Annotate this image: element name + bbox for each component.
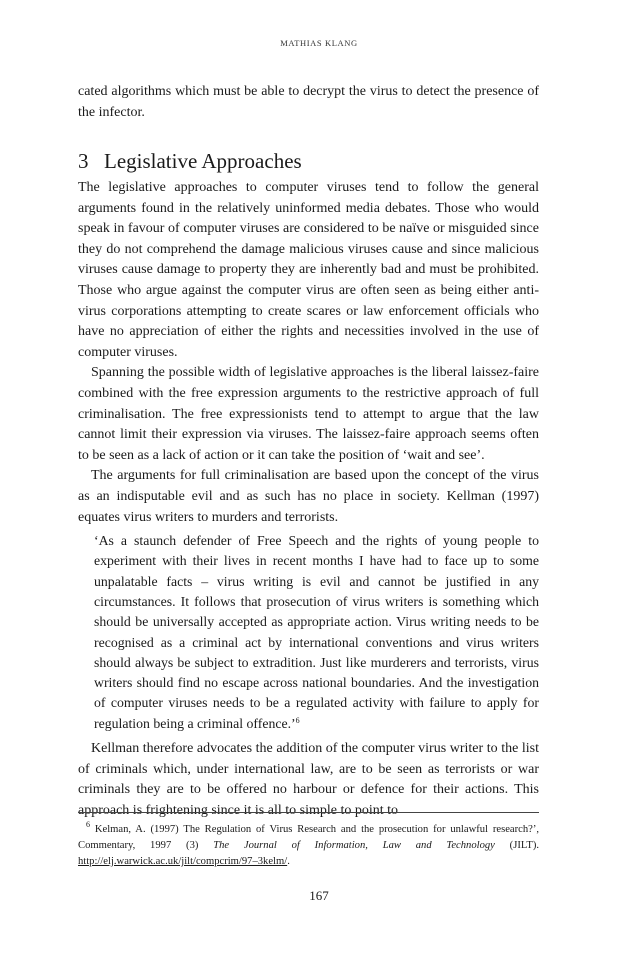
footnote-number: 6 bbox=[86, 820, 90, 829]
footnote-link[interactable]: http://elj.warwick.ac.uk/jilt/compcrim/97–3kelm/ bbox=[78, 856, 288, 867]
footnote-citation: Kelman, A. (1997) The Regulation of Virus Research and the prosecution for unlawful research?’, Commentary, 1997 (3) bbox=[78, 824, 540, 851]
body-paragraph: Spanning the possible width of legislative approaches is the liberal laissez-faire combined with the free expression arguments to the restrictive approach of full criminalisation. The free expressionists tend to attempt to argue that the law cannot limit their expression via viruses. The laissez-faire approach seems often to be seen as a lack of action or it can take the position of ‘wait and see’. bbox=[78, 365, 539, 463]
footnote-journal: The Journal of Information, Law and Technology bbox=[213, 840, 495, 851]
body-paragraph: The legislative approaches to computer viruses tend to follow the general arguments found in the relatively uninformed media debates. Those who would speak in favour of computer viruses are considered to be naïve or misguided since they do not comprehend the damage malicious viruses cause and since malicious viruses cause damage to property they are inherently bad and must be prohibited. Those who argue against the computer virus are often seen as being either anti-virus corporations attempting to create scares or law enforcement officials who have no appreciation of either the rights and necessities involved in the use of computer viruses. bbox=[78, 180, 539, 360]
footnote-citation-end: (JILT). bbox=[509, 840, 539, 851]
quote-text: ‘As a staunch defender of Free Speech and the rights of young people to experiment with their lives in recent months I have had to face up to some unpalatable facts – virus writing is evil and cannot be justified in any circumstances. It follows that prosecution of virus writers is something which should be universally accepted as appropriate action. Virus writing needs to be recognised as a criminal act by international conventions and virus writers should always be subject to extradition. Just like murderers and terrorists, virus writers should find no escape across national boundaries. And the investigation of computer viruses needs to be a regulated activity with failure to apply for regulation being a criminal offence.’ bbox=[94, 533, 539, 731]
body-paragraph: The arguments for full criminalisation are based upon the concept of the virus as an indisputable evil and as such has no place in society. Kellman (1997) equates virus writers to murders and terrorists. bbox=[78, 468, 539, 525]
quote-paragraph bbox=[94, 531, 539, 734]
continuation-block bbox=[78, 82, 539, 123]
section-title: Legislative Approaches bbox=[104, 149, 302, 173]
continuation-paragraph: cated algorithms which must be able to decrypt the virus to detect the presence of the infector. bbox=[78, 84, 539, 120]
section-number: 3 bbox=[78, 149, 89, 173]
footnote bbox=[78, 822, 539, 870]
running-head: MATHIAS KLANG bbox=[280, 38, 358, 48]
section-body bbox=[78, 178, 539, 821]
footnote-divider bbox=[78, 812, 539, 813]
section-heading bbox=[78, 148, 539, 174]
footnote-period: . bbox=[287, 856, 290, 867]
body-paragraph: Kellman therefore advocates the addition of the computer virus writer to the list of criminals which, under international law, are to be seen as terrorists or war criminals they are to be offered no harbour or defence for their actions. This approach is frightening since it is all to simple to point to bbox=[78, 741, 539, 818]
page-number: 167 bbox=[309, 888, 329, 903]
block-quote bbox=[94, 531, 539, 734]
footnote-marker[interactable]: 6 bbox=[295, 715, 300, 725]
footnote-text bbox=[78, 822, 539, 870]
